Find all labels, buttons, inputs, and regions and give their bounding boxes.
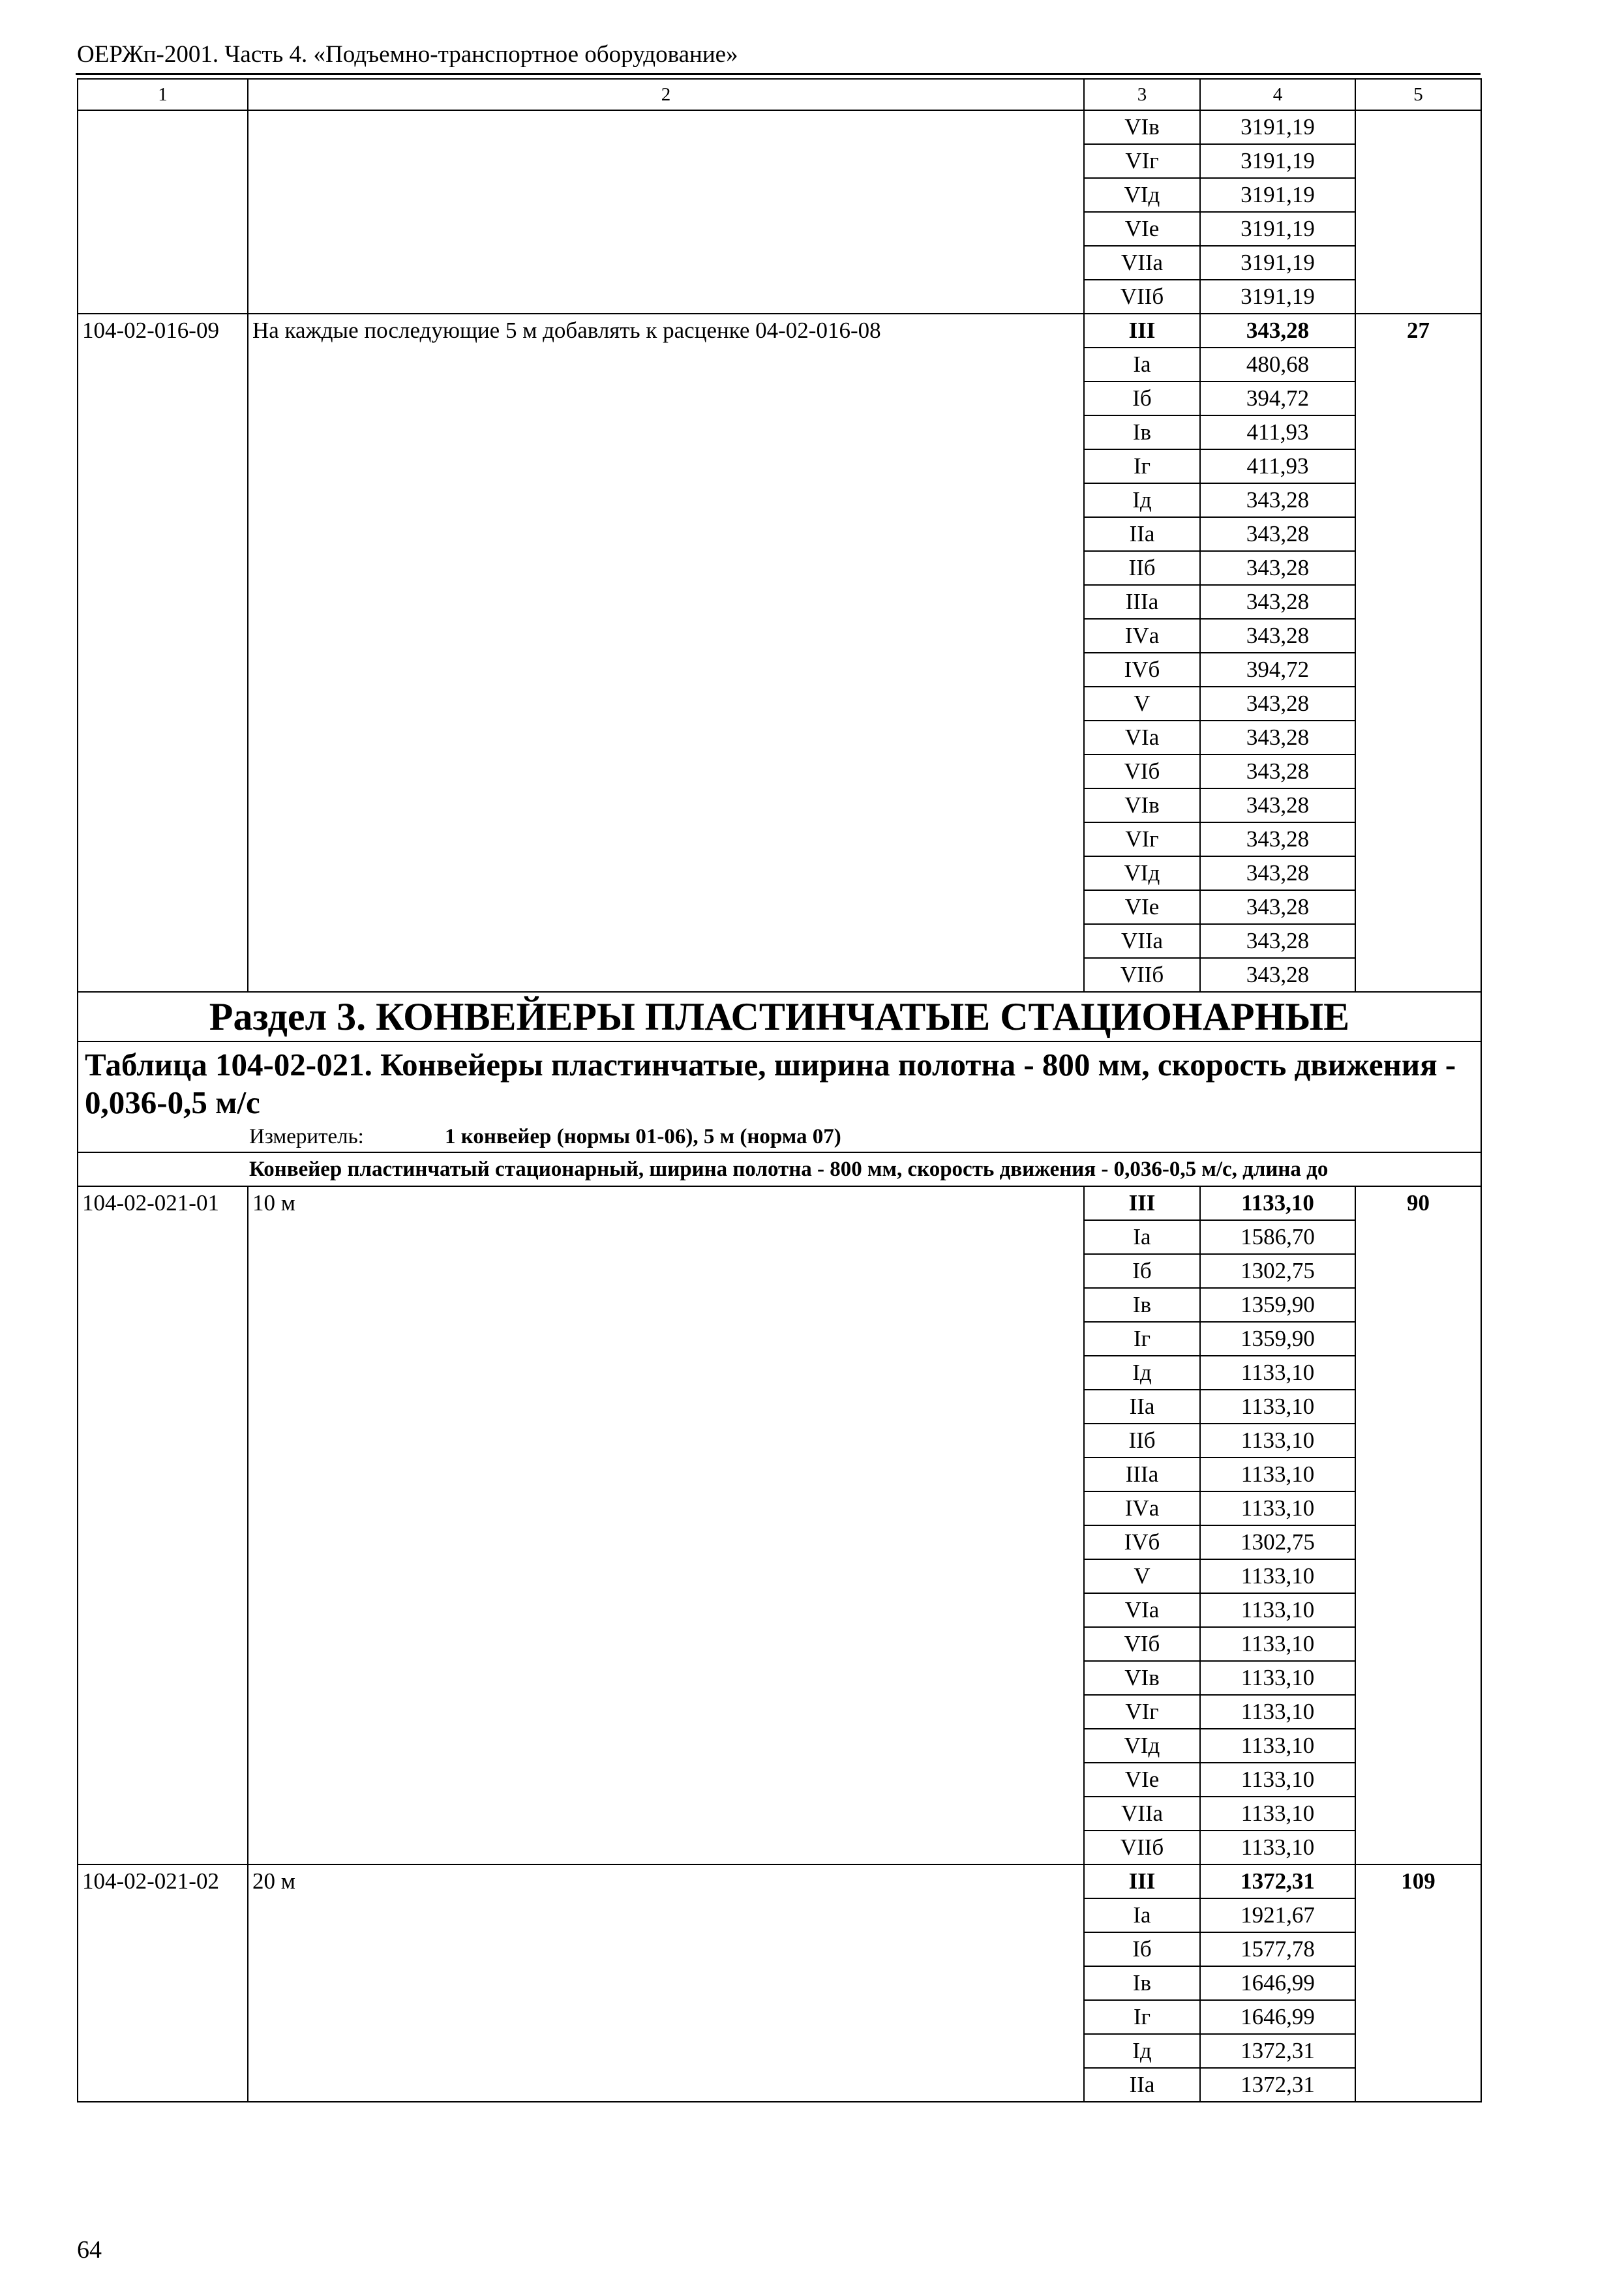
entry-row <box>78 314 1481 348</box>
zone-cell: VIб <box>1084 755 1200 788</box>
zone-cell: VIв <box>1084 110 1200 144</box>
page-number: 64 <box>77 2236 102 2264</box>
zone-cell: IVа <box>1084 1491 1200 1525</box>
zone-cell: Iа <box>1084 1898 1200 1932</box>
value-cell: 343,28 <box>1200 856 1355 890</box>
value-cell: 343,28 <box>1200 721 1355 755</box>
zone-cell: IIа <box>1084 517 1200 551</box>
zone-cell: IIа <box>1084 1390 1200 1424</box>
rate-description: На каждые последующие 5 м добавлять к расценке 04-02-016-08 <box>248 314 1084 992</box>
measure-line-row <box>78 1122 1481 1152</box>
value-cell: 411,93 <box>1200 415 1355 449</box>
rate-description: 10 м <box>248 1186 1084 1864</box>
zone-cell: Iа <box>1084 1220 1200 1254</box>
value-cell: 1302,75 <box>1200 1525 1355 1559</box>
zone-cell: Iб <box>1084 382 1200 415</box>
zone-cell: VIIб <box>1084 280 1200 314</box>
salary-cell: 90 <box>1355 1186 1481 1864</box>
value-cell: 343,28 <box>1200 924 1355 958</box>
value-cell: 343,28 <box>1200 585 1355 619</box>
value-cell: 343,28 <box>1200 619 1355 653</box>
rate-code: 104-02-021-02 <box>78 1864 248 2102</box>
zone-cell: Iб <box>1084 1254 1200 1288</box>
entry-row <box>78 1864 1481 1898</box>
zone-cell: V <box>1084 687 1200 721</box>
zone-cell: III <box>1084 314 1200 348</box>
zone-cell: VIIа <box>1084 1797 1200 1831</box>
zone-cell: VIв <box>1084 1661 1200 1695</box>
rates-table-body <box>78 79 1481 2102</box>
value-cell: 343,28 <box>1200 551 1355 585</box>
zone-cell: VIIб <box>1084 958 1200 992</box>
value-cell: 1133,10 <box>1200 1458 1355 1491</box>
value-cell: 1646,99 <box>1200 2000 1355 2034</box>
zone-cell: IVб <box>1084 1525 1200 1559</box>
zone-cell: III <box>1084 1864 1200 1898</box>
value-cell: 3191,19 <box>1200 280 1355 314</box>
measure-label: Измеритель: <box>249 1125 364 1148</box>
column-number: 2 <box>248 79 1084 110</box>
zone-cell: V <box>1084 1559 1200 1593</box>
zone-cell: Iг <box>1084 1322 1200 1356</box>
value-cell: 1133,10 <box>1200 1627 1355 1661</box>
section-title: Раздел 3. КОНВЕЙЕРЫ ПЛАСТИНЧАТЫЕ СТАЦИОНАРНЫЕ <box>78 992 1481 1041</box>
value-cell: 343,28 <box>1200 687 1355 721</box>
zone-cell: VIе <box>1084 1763 1200 1797</box>
zone-cell: IVа <box>1084 619 1200 653</box>
value-cell: 1133,10 <box>1200 1186 1355 1220</box>
salary-cell <box>1355 110 1481 314</box>
column-number: 3 <box>1084 79 1200 110</box>
zone-cell: Iа <box>1084 348 1200 382</box>
value-cell: 1133,10 <box>1200 1593 1355 1627</box>
value-cell: 343,28 <box>1200 483 1355 517</box>
zone-cell: VIа <box>1084 1593 1200 1627</box>
value-cell: 411,93 <box>1200 449 1355 483</box>
table-title: Таблица 104-02-021. Конвейеры пластинчатые, ширина полотна - 800 мм, скорость движения - 0,036-0,5 м/с <box>78 1041 1481 1122</box>
value-cell: 343,28 <box>1200 890 1355 924</box>
zone-cell: VIв <box>1084 788 1200 822</box>
zone-cell: VIг <box>1084 144 1200 178</box>
group-caption: Конвейер пластинчатый стационарный, ширина полотна - 800 мм, скорость движения - 0,036-0,5 м/с, длина до <box>78 1152 1481 1186</box>
value-cell: 1359,90 <box>1200 1322 1355 1356</box>
value-cell: 1133,10 <box>1200 1559 1355 1593</box>
zone-cell: VIе <box>1084 890 1200 924</box>
value-cell: 1133,10 <box>1200 1661 1355 1695</box>
zone-cell: IVб <box>1084 653 1200 687</box>
value-cell: 343,28 <box>1200 314 1355 348</box>
value-cell: 1359,90 <box>1200 1288 1355 1322</box>
value-cell: 1586,70 <box>1200 1220 1355 1254</box>
value-cell: 1133,10 <box>1200 1797 1355 1831</box>
value-cell: 1646,99 <box>1200 1966 1355 2000</box>
zone-cell: IIб <box>1084 551 1200 585</box>
zone-cell: VIIа <box>1084 924 1200 958</box>
salary-cell: 27 <box>1355 314 1481 992</box>
value-cell: 1372,31 <box>1200 2068 1355 2102</box>
rate-description <box>248 110 1084 314</box>
zone-cell: III <box>1084 1186 1200 1220</box>
value-cell: 1133,10 <box>1200 1729 1355 1763</box>
zone-cell: VIIа <box>1084 246 1200 280</box>
value-cell: 480,68 <box>1200 348 1355 382</box>
value-cell: 1302,75 <box>1200 1254 1355 1288</box>
value-cell: 343,28 <box>1200 958 1355 992</box>
zone-cell: VIд <box>1084 856 1200 890</box>
zone-cell: VIг <box>1084 1695 1200 1729</box>
zone-cell: Iв <box>1084 1288 1200 1322</box>
zone-cell: VIа <box>1084 721 1200 755</box>
value-cell: 394,72 <box>1200 382 1355 415</box>
value-cell: 1577,78 <box>1200 1932 1355 1966</box>
rate-code: 104-02-016-09 <box>78 314 248 992</box>
section-title-row <box>78 992 1481 1041</box>
zone-cell: Iд <box>1084 2034 1200 2068</box>
column-number: 4 <box>1200 79 1355 110</box>
zone-cell: Iв <box>1084 415 1200 449</box>
value-cell: 1133,10 <box>1200 1831 1355 1864</box>
zone-cell: VIб <box>1084 1627 1200 1661</box>
value-cell: 343,28 <box>1200 788 1355 822</box>
zone-cell: Iд <box>1084 483 1200 517</box>
entry-row <box>78 1186 1481 1220</box>
group-caption-row <box>78 1152 1481 1186</box>
value-cell: 3191,19 <box>1200 144 1355 178</box>
measure-value: 1 конвейер (нормы 01-06), 5 м (норма 07) <box>445 1125 841 1148</box>
column-numbers-row <box>78 79 1481 110</box>
zone-cell: VIг <box>1084 822 1200 856</box>
zone-cell: IIIа <box>1084 585 1200 619</box>
salary-cell: 109 <box>1355 1864 1481 2102</box>
continuation-row <box>78 110 1481 144</box>
zone-cell: Iд <box>1084 1356 1200 1390</box>
value-cell: 1372,31 <box>1200 1864 1355 1898</box>
zone-cell: IIа <box>1084 2068 1200 2102</box>
zone-cell: VIд <box>1084 178 1200 212</box>
rate-code: 104-02-021-01 <box>78 1186 248 1864</box>
value-cell: 343,28 <box>1200 822 1355 856</box>
zone-cell: VIе <box>1084 212 1200 246</box>
zone-cell: Iв <box>1084 1966 1200 2000</box>
column-number: 5 <box>1355 79 1481 110</box>
zone-cell: IIIа <box>1084 1458 1200 1491</box>
value-cell: 1921,67 <box>1200 1898 1355 1932</box>
table-title-row <box>78 1041 1481 1122</box>
value-cell: 3191,19 <box>1200 110 1355 144</box>
measure-line <box>78 1122 1481 1152</box>
value-cell: 3191,19 <box>1200 178 1355 212</box>
document-header: ОЕРЖп-2001. Часть 4. «Подъемно-транспортное оборудование» <box>77 41 738 68</box>
value-cell: 343,28 <box>1200 755 1355 788</box>
rate-code <box>78 110 248 314</box>
value-cell: 394,72 <box>1200 653 1355 687</box>
value-cell: 1372,31 <box>1200 2034 1355 2068</box>
value-cell: 1133,10 <box>1200 1356 1355 1390</box>
zone-cell: Iг <box>1084 449 1200 483</box>
column-number: 1 <box>78 79 248 110</box>
value-cell: 3191,19 <box>1200 246 1355 280</box>
value-cell: 1133,10 <box>1200 1424 1355 1458</box>
header-rule <box>76 73 1481 75</box>
zone-cell: VIIб <box>1084 1831 1200 1864</box>
rates-table <box>77 78 1482 2102</box>
zone-cell: VIд <box>1084 1729 1200 1763</box>
value-cell: 343,28 <box>1200 517 1355 551</box>
value-cell: 1133,10 <box>1200 1491 1355 1525</box>
zone-cell: Iб <box>1084 1932 1200 1966</box>
zone-cell: Iг <box>1084 2000 1200 2034</box>
zone-cell: IIб <box>1084 1424 1200 1458</box>
value-cell: 1133,10 <box>1200 1390 1355 1424</box>
value-cell: 1133,10 <box>1200 1695 1355 1729</box>
value-cell: 3191,19 <box>1200 212 1355 246</box>
value-cell: 1133,10 <box>1200 1763 1355 1797</box>
rate-description: 20 м <box>248 1864 1084 2102</box>
